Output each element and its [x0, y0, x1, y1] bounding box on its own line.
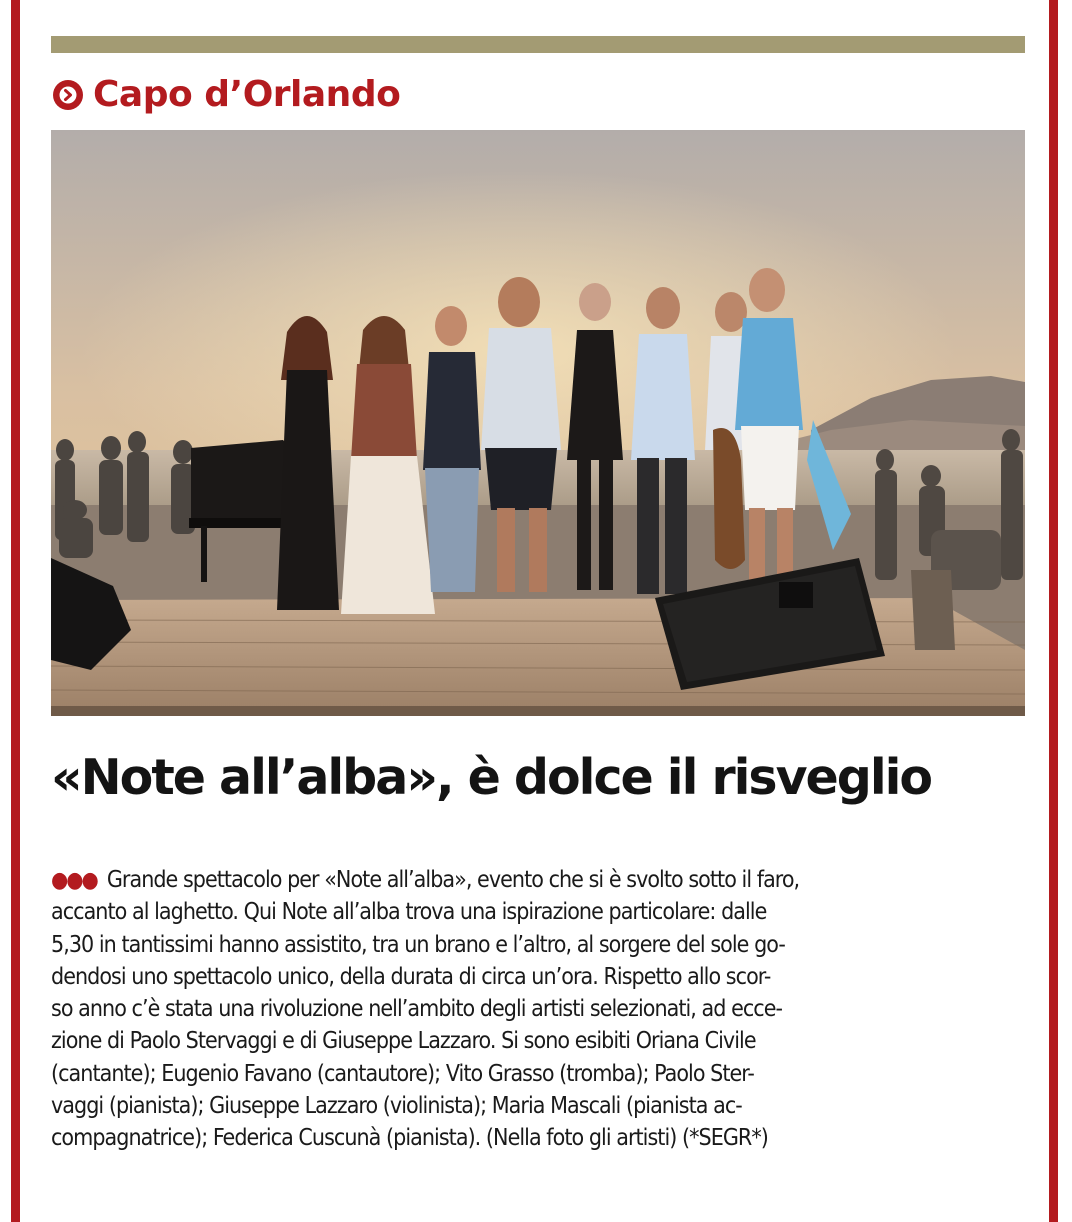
article-line: 5,30 in tantissimi hanno assistito, tra un brano e l’altro, al sorgere del sole go-	[51, 931, 785, 958]
article-line: vaggi (pianista); Giuseppe Lazzaro (violinista); Maria Mascali (pianista ac-	[51, 1093, 742, 1120]
bullet-dots-icon: ●●●	[51, 868, 97, 893]
article-line: ●●● Grande spettacolo per «Note all’alba», evento che si è svolto sotto il faro,	[51, 867, 800, 893]
right-red-rule	[1049, 0, 1058, 1222]
article-line: compagnatrice); Federica Cuscunà (pianista). (Nella foto gli artisti) (*SEGR*)	[51, 1125, 768, 1152]
section-top-bar	[51, 36, 1025, 53]
article-line: dendosi uno spettacolo unico, della durata di circa un’ora. Rispetto allo scor-	[51, 963, 771, 990]
article-line: zione di Paolo Stervaggi e di Giuseppe Lazzaro. Si sono esibiti Oriana Civile	[51, 1028, 756, 1055]
chevron-right-circle-icon	[53, 80, 83, 110]
article-line: (cantante); Eugenio Favano (cantautore); Vito Grasso (tromba); Paolo Ster-	[51, 1060, 754, 1087]
section-title: Capo d’Orlando	[93, 74, 401, 115]
article-body	[51, 864, 1025, 1155]
article-headline: «Note all’alba», è dolce il risveglio	[51, 749, 932, 806]
article-line: so anno c’è stata una rivoluzione nell’ambito degli artisti selezionati, ad ecce-	[51, 996, 783, 1023]
article-line: accanto al laghetto. Qui Note all’alba trova una ispirazione particolare: dalle	[51, 899, 767, 926]
section-header	[53, 72, 400, 118]
left-red-rule	[11, 0, 20, 1222]
event-photo	[51, 130, 1025, 716]
